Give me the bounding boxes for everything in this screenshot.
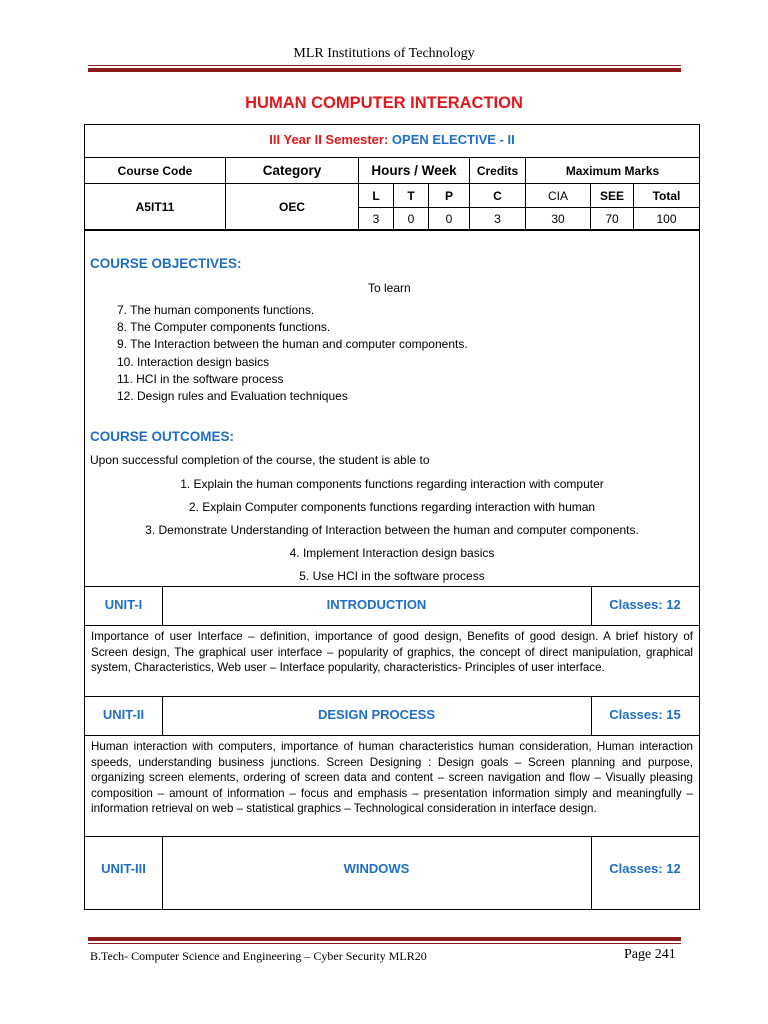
value-t: 0	[394, 208, 429, 230]
sub-header-c: C	[470, 184, 526, 208]
list-item: 9. The Interaction between the human and computer components.	[117, 337, 468, 352]
footer-rule-thin	[88, 943, 681, 944]
unit-classes: Classes: 15	[609, 707, 681, 722]
course-info-table	[84, 157, 700, 230]
list-item: 3. Demonstrate Understanding of Interaction between the human and computer components.	[145, 523, 639, 537]
outcomes-heading: COURSE OUTCOMES:	[90, 429, 235, 444]
list-item: 5. Use HCI in the software process	[299, 569, 485, 583]
unit-name: WINDOWS	[162, 837, 592, 909]
sub-header-cia: CIA	[526, 184, 591, 208]
unit-name: INTRODUCTION	[162, 587, 592, 625]
category-value: OEC	[226, 184, 359, 230]
unit-classes: Classes: 12	[609, 861, 681, 876]
unit-description-2: Human interaction with computers, importance of human characteristics human consideration, Human interaction speeds, understanding business junctions. Screen Designing : Design goals – Screen planning and purpose, organizing screen elements, ordering of screen data and content – screen navigation and flow – Visually pleasing composition – amount of information – focus and emphasis – presentation information simply and meaningfully – information retrieval on web – statistical graphics – Technological consideration in interface design.	[84, 735, 700, 837]
footer-program: B.Tech- Computer Science and Engineering – Cyber Security MLR20	[90, 949, 427, 963]
header-rule-thin	[88, 65, 681, 66]
outcomes-list	[84, 473, 700, 588]
sub-header-see: SEE	[591, 184, 634, 208]
list-item: 11. HCI in the software process	[117, 371, 284, 386]
list-item: 7. The human components functions.	[117, 303, 315, 317]
header-rule-thick	[88, 68, 681, 72]
unit-number: UNIT-II	[85, 697, 163, 735]
objectives-intro: To learn	[368, 281, 411, 295]
list-item: 8. The Computer components functions.	[117, 320, 331, 335]
value-cia: 30	[526, 208, 591, 230]
category-header: Category	[226, 158, 359, 184]
footer-rule-thick	[88, 937, 681, 941]
unit-row-1	[84, 586, 700, 626]
unit-number: UNIT-III	[85, 837, 163, 909]
elective-label: OPEN ELECTIVE - II	[391, 132, 515, 147]
unit-classes: Classes: 12	[609, 597, 681, 612]
sub-header-total: Total	[634, 184, 700, 208]
sub-header-l: L	[359, 184, 394, 208]
value-see: 70	[591, 208, 634, 230]
unit-row-2	[84, 696, 700, 736]
unit-description-1: Importance of user Interface – definition, importance of good design, Benefits of good design. A brief history of Screen design, The graphical user interface – popularity of graphics, the concept of direct manipulation, graphical system, Characteristics, Web user – Interface popularity, characteristics- Principles of user interface.	[84, 625, 700, 697]
page-number: Page 241	[624, 947, 676, 962]
unit-number: UNIT-I	[85, 587, 163, 625]
value-c: 3	[470, 208, 526, 230]
unit-name: DESIGN PROCESS	[162, 697, 592, 735]
course-title: HUMAN COMPUTER INTERACTION	[245, 94, 523, 112]
value-total: 100	[634, 208, 700, 230]
marks-header: Maximum Marks	[526, 158, 700, 184]
list-item: 10. Interaction design basics	[117, 354, 270, 369]
semester-prefix: III Year II Semester:	[269, 132, 392, 147]
value-l: 3	[359, 208, 394, 230]
value-p: 0	[429, 208, 470, 230]
list-item: 1. Explain the human components functions regarding interaction with computer	[180, 477, 604, 491]
objectives-list	[117, 302, 468, 405]
course-code-value: A5IT11	[85, 184, 226, 230]
page-header: MLR Institutions of Technology	[293, 46, 475, 61]
sub-header-p: P	[429, 184, 470, 208]
objectives-heading: COURSE OBJECTIVES:	[90, 256, 242, 271]
list-item: 4. Implement Interaction design basics	[289, 546, 495, 560]
hours-header: Hours / Week	[359, 158, 470, 184]
unit-row-3	[84, 836, 700, 910]
semester-row	[84, 124, 700, 158]
list-item: 2. Explain Computer components functions regarding interaction with human	[188, 500, 596, 514]
course-code-header: Course Code	[85, 158, 226, 184]
credits-header: Credits	[470, 158, 526, 184]
outcomes-intro: Upon successful completion of the course, the student is able to	[90, 453, 430, 467]
sub-header-t: T	[394, 184, 429, 208]
list-item: 12. Design rules and Evaluation techniques	[117, 389, 348, 404]
